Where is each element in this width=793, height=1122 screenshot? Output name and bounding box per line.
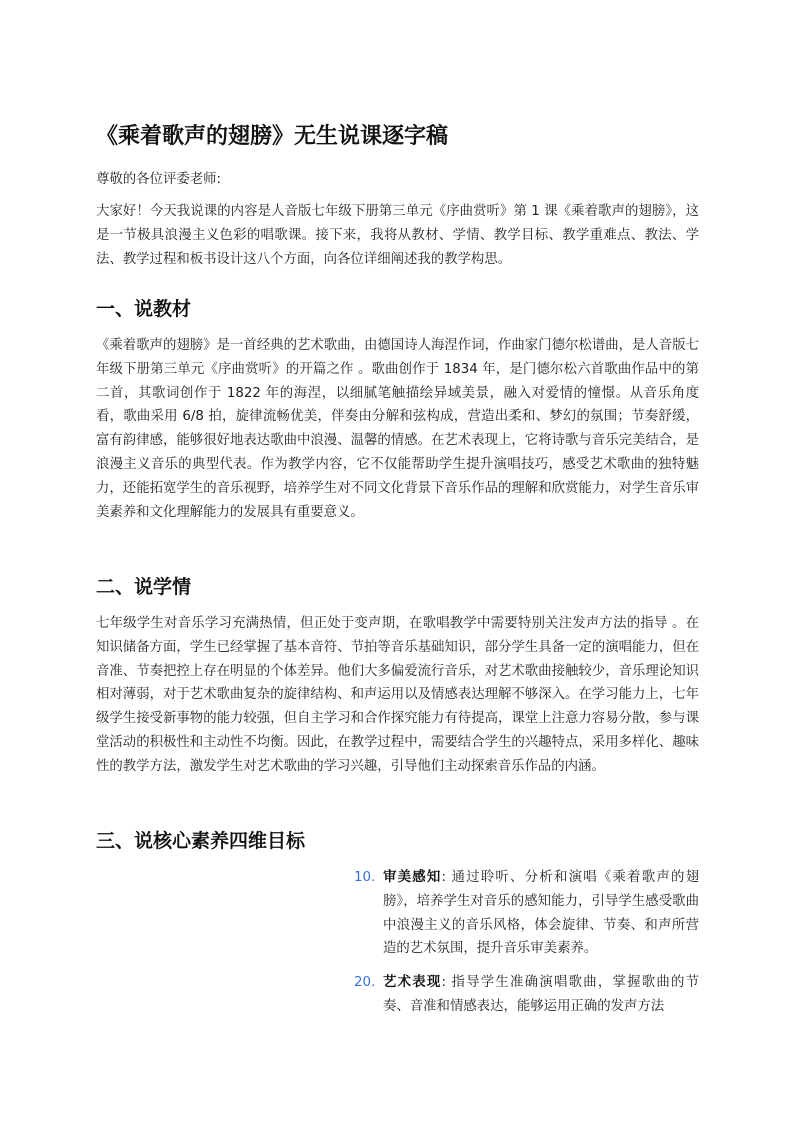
intro-paragraph: 大家好！今天我说课的内容是人音版七年级下册第三单元《序曲赏听》第 1 课《乘着歌声的翅膀》，这是一节极具浪漫主义色彩的唱歌课。接下来，我将从教材、学情、教学目标、教学重难点、教法、学法、教学过程和板书设计这八个方面，向各位详细阐述我的教学构思。 bbox=[96, 204, 699, 267]
document-title: 《乘着歌声的翅膀》无生说课逐字稿 bbox=[96, 124, 449, 149]
objective-text: : 指导学生准确演唱歌曲，掌握歌曲的节奏、音准和情感表达，能够运用正确的发声方法 bbox=[383, 975, 699, 1014]
objective-term: 审美感知 bbox=[383, 870, 442, 885]
section-body-learners: 七年级学生对音乐学习充满热情，但正处于变声期，在歌唱教学中需要特别关注发声方法的指导 。在知识储备方面，学生已经掌握了基本音符、节拍等音乐基础知识，部分学生具备一定的演唱能力，但在音准、节奏把控上存在明显的个体差异。他们大多偏爱流行音乐，对艺术歌曲接触较少，音乐理论知识相对薄弱，对于艺术歌曲复杂的旋律结构、和声运用以及情感表达理解不够深入。在学习能力上，七年级学生接受新事物的能力较强，但自主学习和合作探究能力有待提高，课堂上注意力容易分散，参与课堂活动的积极性和主动性不均衡。因此，在教学过程中，需要结合学生的兴趣特点，采用多样化、趣味性的教学方法，激发学生对艺术歌曲的学习兴趣，引导他们主动探索音乐作品的内涵。 bbox=[96, 616, 699, 774]
objective-term: 艺术表现 bbox=[383, 975, 442, 991]
objectives-list bbox=[354, 866, 699, 1029]
greeting: 尊敬的各位评委老师: bbox=[96, 172, 222, 187]
section-heading-textbook: 一、说教材 bbox=[96, 298, 192, 320]
list-item bbox=[354, 971, 699, 1019]
list-item bbox=[354, 866, 699, 961]
section-heading-learners: 二、说学情 bbox=[96, 576, 192, 598]
list-number: 20. bbox=[354, 975, 376, 991]
objective-text: : 通过聆听、分析和演唱《乘着歌声的翅膀》，培养学生对音乐的感知能力，引导学生感受歌曲中浪漫主义的音乐风格，体会旋律、节奏、和声所营造的艺术氛围，提升音乐审美素养。 bbox=[383, 870, 699, 957]
section-heading-objectives: 三、说核心素养四维目标 bbox=[96, 830, 306, 852]
list-number: 10. bbox=[354, 870, 376, 885]
section-body-textbook: 《乘着歌声的翅膀》是一首经典的艺术歌曲，由德国诗人海涅作词，作曲家门德尔松谱曲，是人音版七年级下册第三单元《序曲赏听》的开篇之作 。歌曲创作于 1834 年，是门德尔松六首歌曲作品中的第二首，其歌词创作于 1822 年的海涅，以细腻笔触描绘异域美景，融入对爱情的憧憬。从音乐角度看，歌曲采用 6/8 拍，旋律流畅优美，伴奏由分解和弦构成，营造出柔和、梦幻的氛围；节奏舒缓，富有韵律感，能够很好地表达歌曲中浪漫、温馨的情感。在艺术表现上，它将诗歌与音乐完美结合，是浪漫主义音乐的典型代表。作为教学内容，它不仅能帮助学生提升演唱技巧，感受艺术歌曲的独特魅力，还能拓宽学生的音乐视野，培养学生对不同文化背景下音乐作品的理解和欣赏能力，对学生音乐审美素养和文化理解能力的发展具有重要意义。 bbox=[96, 338, 699, 520]
